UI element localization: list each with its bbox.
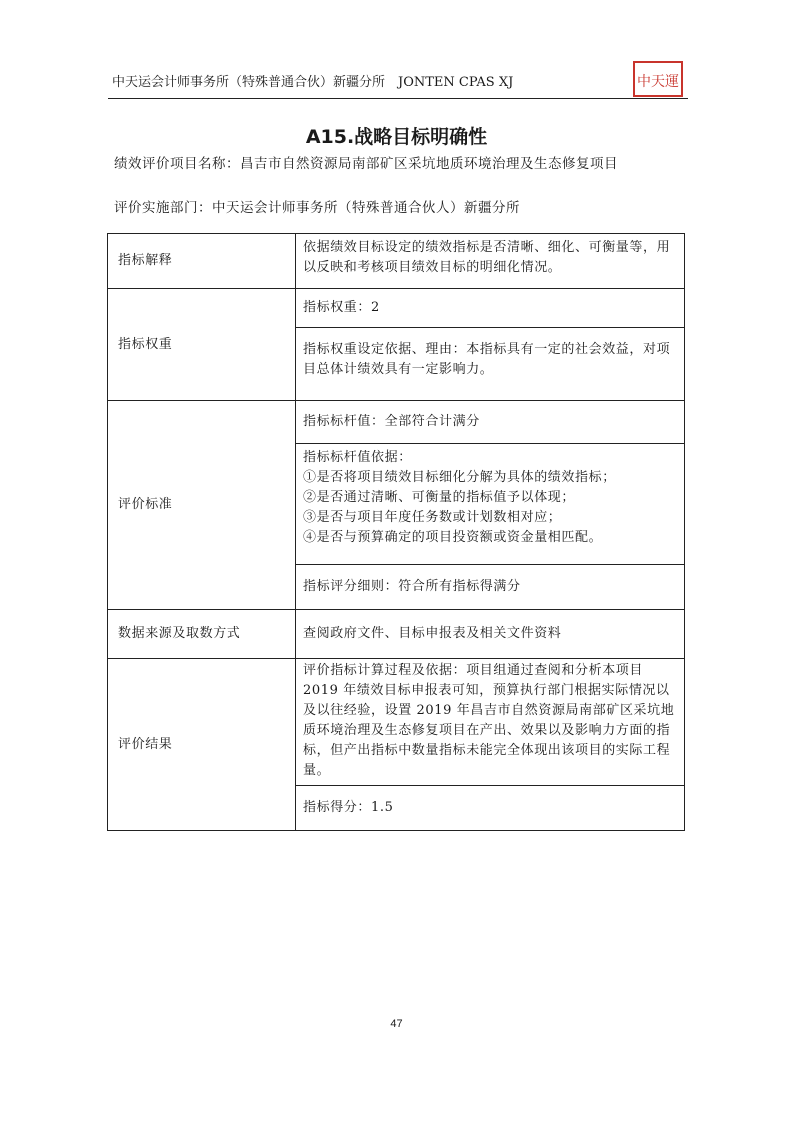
result-process: 评价指标计算过程及依据：项目组通过查阅和分析本项目 2019 年绩效目标申报表可知，预算执行部门根据实际情况以及以往经验，设置 2019 年昌吉市自然资源局南部矿区采坑地质环境治理及生态修复项目在产出、效果以及影响力方面的指标，但产出指标中数量指标未能完全体现出该项目的实际工程量。	[296, 659, 685, 786]
standard-label: 评价标准	[108, 401, 296, 610]
table-row	[108, 234, 685, 289]
result-score: 指标得分：1.5	[296, 786, 685, 831]
weight-value: 指标权重：2	[296, 289, 685, 328]
benchmark-value: 指标标杆值：全部符合计满分	[296, 401, 685, 444]
scoring-rule: 指标评分细则：符合所有指标得满分	[296, 565, 685, 610]
explanation-text: 依据绩效目标设定的绩效指标是否清晰、细化、可衡量等，用以反映和考核项目绩效目标的明细化情况。	[296, 234, 685, 289]
benchmark-basis	[296, 444, 685, 565]
data-source-text: 查阅政府文件、目标申报表及相关文件资料	[296, 610, 685, 659]
table-row	[108, 401, 685, 444]
firm-logo	[632, 60, 684, 98]
logo-text: 中天運	[637, 74, 679, 90]
table-row	[108, 289, 685, 328]
department-line: 评价实施部门：中天运会计师事务所（特殊普通合伙人）新疆分所	[114, 200, 520, 216]
weight-label: 指标权重	[108, 289, 296, 401]
benchmark-basis-title: 指标标杆值依据：	[303, 450, 412, 465]
result-label: 评价结果	[108, 659, 296, 831]
weight-basis: 指标权重设定依据、理由：本指标具有一定的社会效益，对项目总体计绩效具有一定影响力。	[296, 328, 685, 401]
page-title: A15.战略目标明确性	[305, 126, 488, 148]
running-header: 中天运会计师事务所（特殊普通合伙）新疆分所 JONTEN CPAS XJ	[112, 75, 514, 90]
table-row	[108, 610, 685, 659]
criteria-item: ①是否将项目绩效目标细化分解为具体的绩效指标；	[303, 470, 616, 485]
criteria-item: ④是否与预算确定的项目投资额或资金量相匹配。	[303, 530, 603, 545]
criteria-item: ②是否通过清晰、可衡量的指标值予以体现；	[303, 490, 576, 505]
header-rule	[108, 98, 688, 99]
criteria-item: ③是否与项目年度任务数或计划数相对应；	[303, 510, 562, 525]
table-row	[108, 659, 685, 786]
evaluation-table	[107, 233, 685, 831]
project-name-line: 绩效评价项目名称：昌吉市自然资源局南部矿区采坑地质环境治理及生态修复项目	[114, 156, 618, 172]
data-source-label: 数据来源及取数方式	[108, 610, 296, 659]
page-number: 47	[390, 1018, 403, 1030]
firm-logo-icon	[632, 60, 684, 98]
explanation-label: 指标解释	[108, 234, 296, 289]
